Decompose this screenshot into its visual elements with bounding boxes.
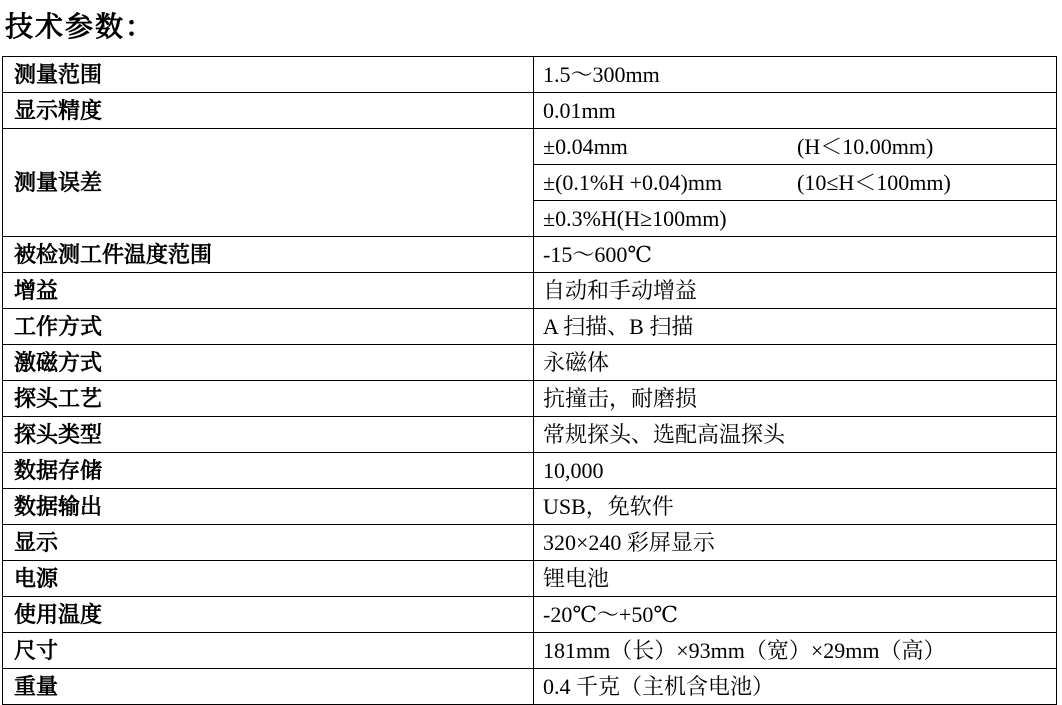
spec-value: ±0.3%H(H≥100mm) [534,201,1057,237]
spec-value: 自动和手动增益 [534,273,1057,309]
spec-label: 电源 [3,561,534,597]
table-row [3,237,1057,273]
spec-value: A 扫描、B 扫描 [534,309,1057,345]
table-row [3,561,1057,597]
error-condition: (10≤H＜100mm) [797,169,951,195]
spec-label: 探头工艺 [3,381,534,417]
spec-value: 1.5～300mm [534,57,1057,93]
spec-label: 探头类型 [3,417,534,453]
table-row [3,669,1057,705]
spec-table [2,56,1057,705]
error-condition: (H＜10.00mm) [797,133,934,159]
page-title: 技术参数： [5,12,156,43]
table-row [3,309,1057,345]
spec-label: 测量范围 [3,57,534,93]
spec-label: 显示 [3,525,534,561]
spec-value [534,165,1057,201]
table-row [3,57,1057,93]
spec-value: 0.4 千克（主机含电池） [534,669,1057,705]
spec-value: -15～600℃ [534,237,1057,273]
spec-value: 320×240 彩屏显示 [534,525,1057,561]
table-row [3,381,1057,417]
spec-value: 锂电池 [534,561,1057,597]
error-value: ±(0.1%H +0.04)mm [543,169,723,195]
spec-label: 被检测工件温度范围 [3,237,534,273]
spec-value: 0.01mm [534,93,1057,129]
spec-value: USB，免软件 [534,489,1057,525]
spec-label: 重量 [3,669,534,705]
table-row [3,633,1057,669]
table-row [3,525,1057,561]
table-row [3,345,1057,381]
table-row [3,93,1057,129]
spec-label: 使用温度 [3,597,534,633]
spec-label: 工作方式 [3,309,534,345]
spec-value: -20℃～+50℃ [534,597,1057,633]
spec-label: 激磁方式 [3,345,534,381]
table-row [3,129,1057,165]
spec-value [534,129,1057,165]
spec-value: 181mm（长）×93mm（宽）×29mm（高） [534,633,1057,669]
spec-label: 增益 [3,273,534,309]
error-value: ±0.04mm [543,133,628,159]
table-row [3,597,1057,633]
spec-label: 显示精度 [3,93,534,129]
spec-label: 测量误差 [3,129,534,237]
table-row [3,417,1057,453]
table-row [3,453,1057,489]
spec-value: 永磁体 [534,345,1057,381]
spec-value: 10,000 [534,453,1057,489]
spec-label: 尺寸 [3,633,534,669]
spec-label: 数据存储 [3,453,534,489]
spec-value: 常规探头、选配高温探头 [534,417,1057,453]
table-row [3,489,1057,525]
spec-value: 抗撞击，耐磨损 [534,381,1057,417]
table-row [3,273,1057,309]
spec-label: 数据输出 [3,489,534,525]
